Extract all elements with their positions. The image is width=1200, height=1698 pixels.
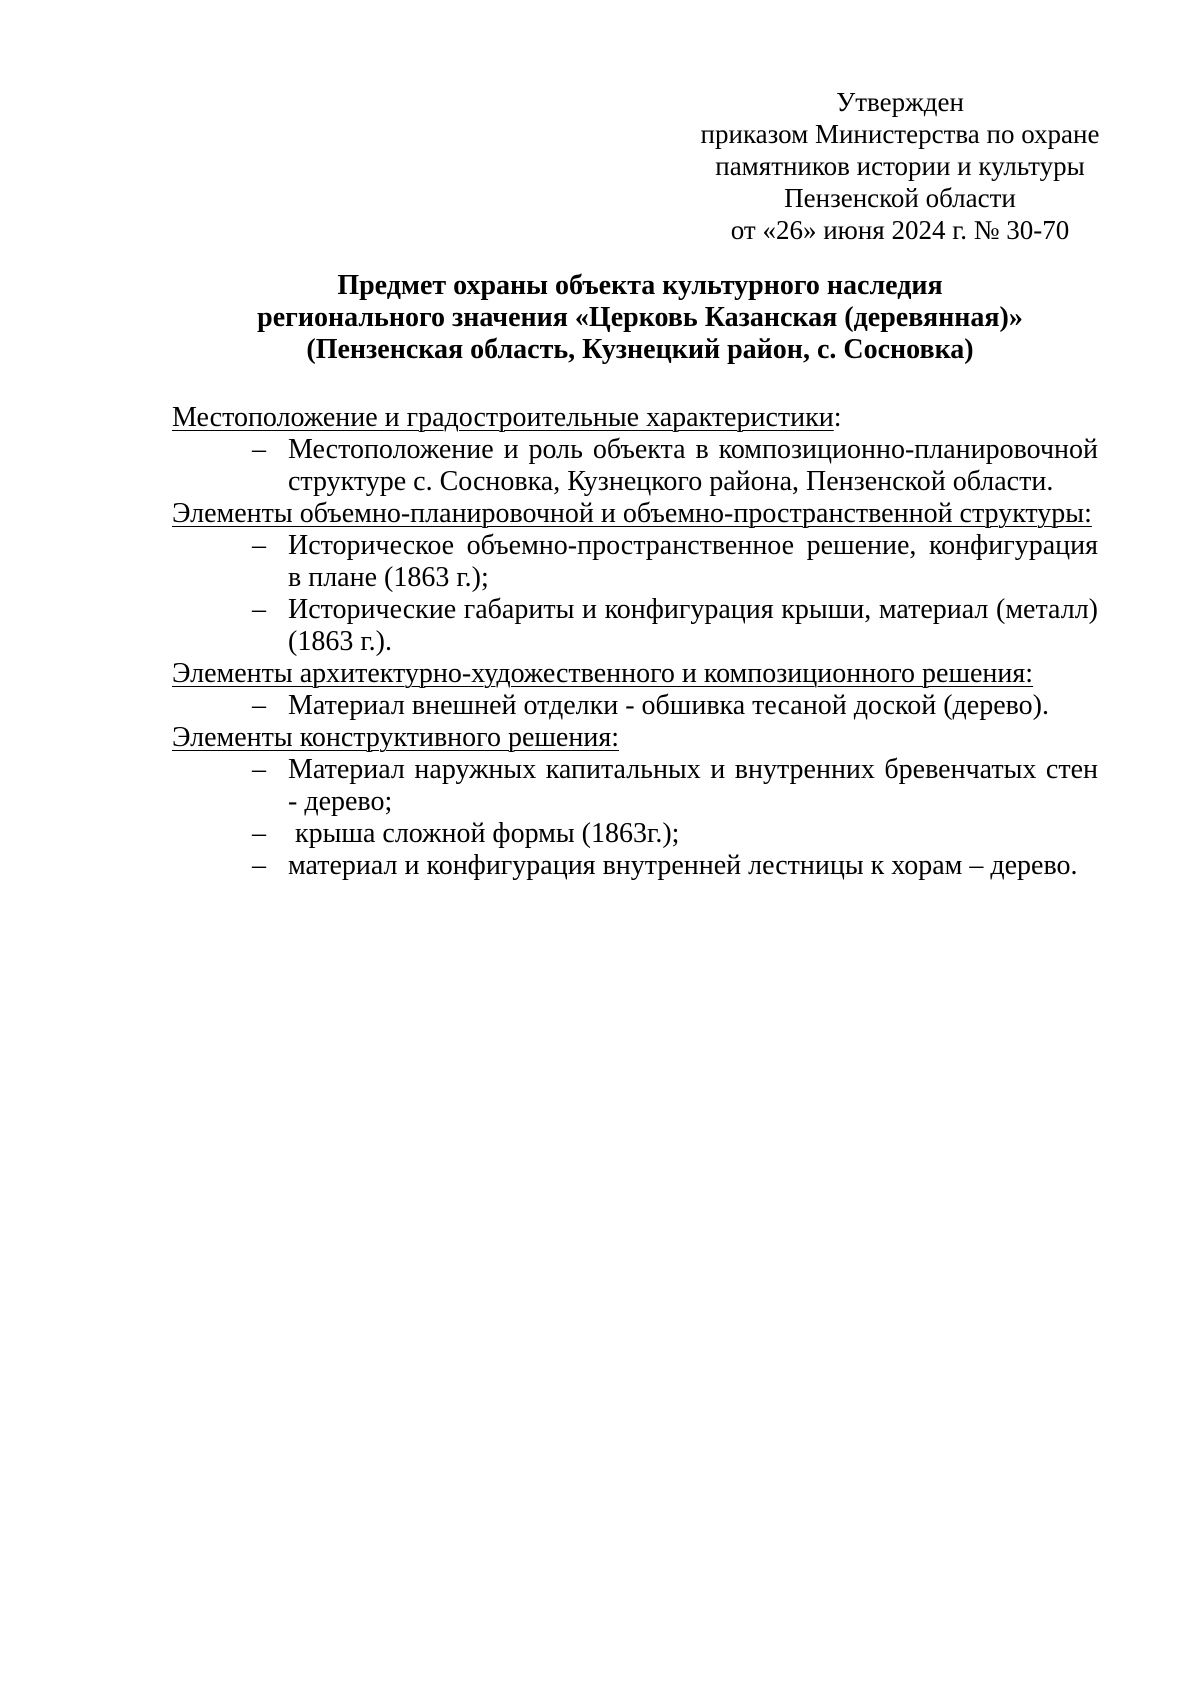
list-item	[252, 434, 1098, 498]
list-item-text: Материал наружных капитальных и внутренних бревенчатых стен - дерево;	[288, 754, 1098, 817]
section-heading: Элементы конструктивного решения:	[172, 722, 619, 753]
section-volume-structure	[172, 498, 1098, 658]
list-item-text: материал и конфигурация внутренней лестницы к хорам – дерево.	[288, 850, 1078, 881]
dash-bullet: –	[252, 818, 266, 849]
dash-bullet: –	[252, 850, 266, 881]
list-item-text: Исторические габариты и конфигурация крыши, материал (металл) (1863 г.).	[288, 594, 1098, 657]
title-line: регионального значения «Церковь Казанская (деревянная)»	[257, 302, 1023, 333]
dash-bullet: –	[252, 434, 266, 465]
title-line: (Пензенская область, Кузнецкий район, с. Сосновка)	[306, 334, 974, 365]
document-title	[170, 270, 1110, 366]
list-item	[252, 530, 1098, 594]
list-item	[252, 850, 1098, 882]
list-item	[252, 690, 1098, 722]
list-item-text: Историческое объемно-пространственное решение, конфигурация в плане (1863 г.);	[288, 530, 1098, 593]
section-location	[172, 402, 1098, 498]
dash-bullet: –	[252, 690, 266, 721]
section-list	[252, 530, 1098, 658]
list-item-text: Местоположение и роль объекта в композиционно-планировочной структуре с. Сосновка, Кузнецкого района, Пензенской области.	[288, 434, 1098, 497]
section-heading-row	[172, 402, 1098, 434]
list-item	[252, 818, 1098, 850]
section-heading: Элементы архитектурно-художественного и композиционного решения:	[172, 658, 1034, 689]
approval-line: Пензенской области	[784, 183, 1016, 213]
approval-line: памятников истории и культуры	[715, 151, 1085, 181]
dash-bullet: –	[252, 754, 266, 785]
section-architectural	[172, 658, 1098, 722]
section-heading-suffix: :	[833, 402, 842, 433]
list-item	[252, 754, 1098, 818]
list-item-text: крыша сложной формы (1863г.);	[288, 818, 680, 849]
dash-bullet: –	[252, 530, 266, 561]
approval-line: приказом Министерства по охране	[700, 119, 1100, 149]
title-line: Предмет охраны объекта культурного наследия	[337, 270, 943, 301]
section-constructive	[172, 722, 1098, 882]
approval-block	[690, 86, 1110, 246]
section-heading: Местоположение и градостроительные характеристики	[172, 402, 834, 433]
dash-bullet: –	[252, 594, 266, 625]
section-heading: Элементы объемно-планировочной и объемно-пространственной структуры:	[172, 498, 1092, 529]
section-list	[252, 434, 1098, 498]
approval-line: от «26» июня 2024 г. № 30-70	[730, 215, 1070, 245]
list-item-text: Материал внешней отделки - обшивка тесаной доской (дерево).	[288, 690, 1050, 721]
list-item	[252, 594, 1098, 658]
document-content	[172, 402, 1098, 882]
section-list	[252, 690, 1098, 722]
approval-line: Утвержден	[836, 87, 964, 117]
section-list	[252, 754, 1098, 882]
